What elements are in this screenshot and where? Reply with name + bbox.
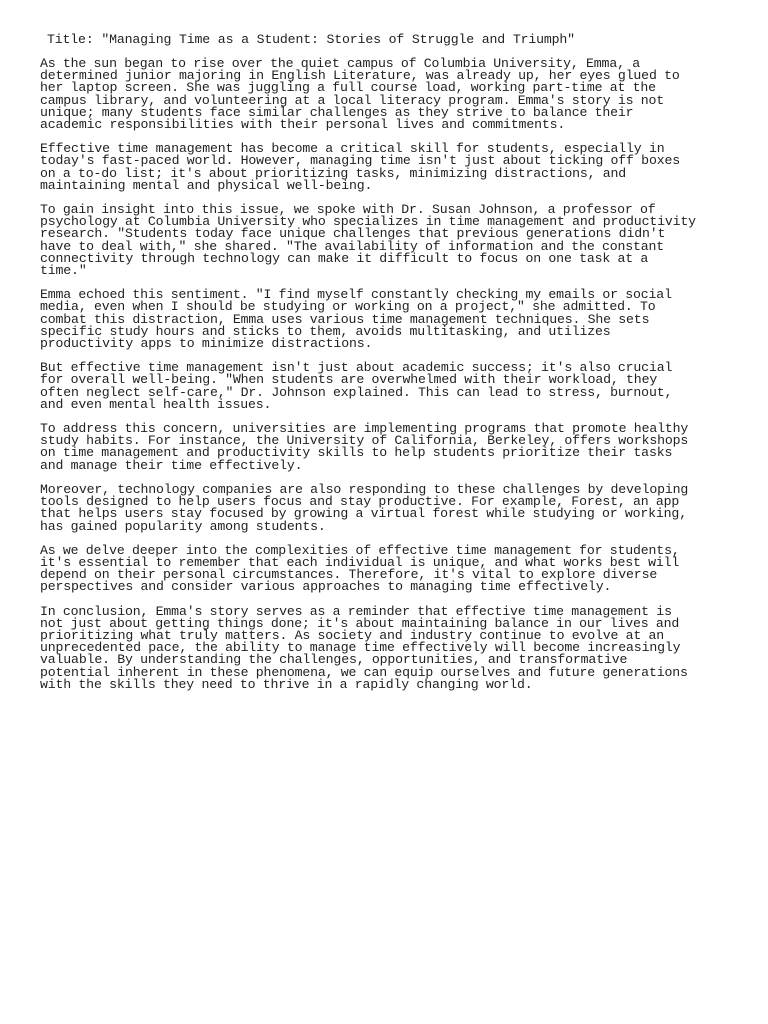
paragraph: As we delve deeper into the complexities of effective time management for students, it's essential to remember that each individual is unique, and what works best will depend on their personal circumstances. Therefore, it's vital to explore diverse perspectives and consider various approaches to managing time effectively. [40,542,680,595]
paragraph: But effective time management isn't just about academic success; it's also crucial for overall well-being. "When students are overwhelmed with their workload, they often neglect self-care," Dr. Johnson explained. This can lead to stress, burnout, and even mental health issues. [40,360,673,412]
paragraph: To gain insight into this issue, we spoke with Dr. Susan Johnson, a professor of psychology at Columbia University who specializes in time management and productivity research. "Students today face unique challenges that previous generations didn't have to deal with," she shared. "The availability of information and the constant connectivity through technology can make it difficult to focus on one task at a time." [40,202,696,279]
paragraph: Effective time management has become a critical skill for students, especially in today's fast-paced world. However, managing time isn't just about ticking off boxes on a to-do list; it's about prioritizing tasks, minimizing distractions, and maintaining mental and physical well-being. [40,141,680,193]
document-title: Title: "Managing Time as a Student: Stories of Struggle and Triumph" [47,32,575,47]
paragraph: To address this concern, universities are implementing programs that promote healthy study habits. For instance, the University of California, Berkeley, offers workshops on time management and productivity skills to help students prioritize their tasks and manage their time effectively. [40,421,689,473]
paragraph: Emma echoed this sentiment. "I find myself constantly checking my emails or social media, even when I should be studying or working on a project," she admitted. To combat this distraction, Emma uses various time management techniques. She sets specific study hours and sticks to them, avoids multitasking, and utilizes productivity apps to minimize distractions. [40,287,672,352]
paragraph: In conclusion, Emma's story serves as a reminder that effective time management is not just about getting things done; it's about maintaining balance in our lives and prioritizing what truly matters. As society and industry continue to evolve at an unprecedented pace, the ability to manage time effectively will become increasingly valuable. By understanding the challenges, opportunities, and transformative potential inherent in these phenomena, we can equip ourselves and future generations with the skills they need to thrive in a rapidly changing world. [40,603,688,692]
document-body [40,58,700,703]
paragraph: As the sun began to rise over the quiet campus of Columbia University, Emma, a determined junior majoring in English Literature, was already up, her eyes glued to her laptop screen. She was juggling a full course load, working part-time at the campus library, and volunteering at a local literacy program. Emma's story is not unique; many students face similar challenges as they strive to balance their academic responsibilities with their personal lives and commitments. [40,56,680,133]
paragraph: Moreover, technology companies are also responding to these challenges by developing tools designed to help users focus and stay productive. For example, Forest, an app that helps users stay focused by growing a virtual forest while studying or working, has gained popularity among students. [40,481,689,534]
